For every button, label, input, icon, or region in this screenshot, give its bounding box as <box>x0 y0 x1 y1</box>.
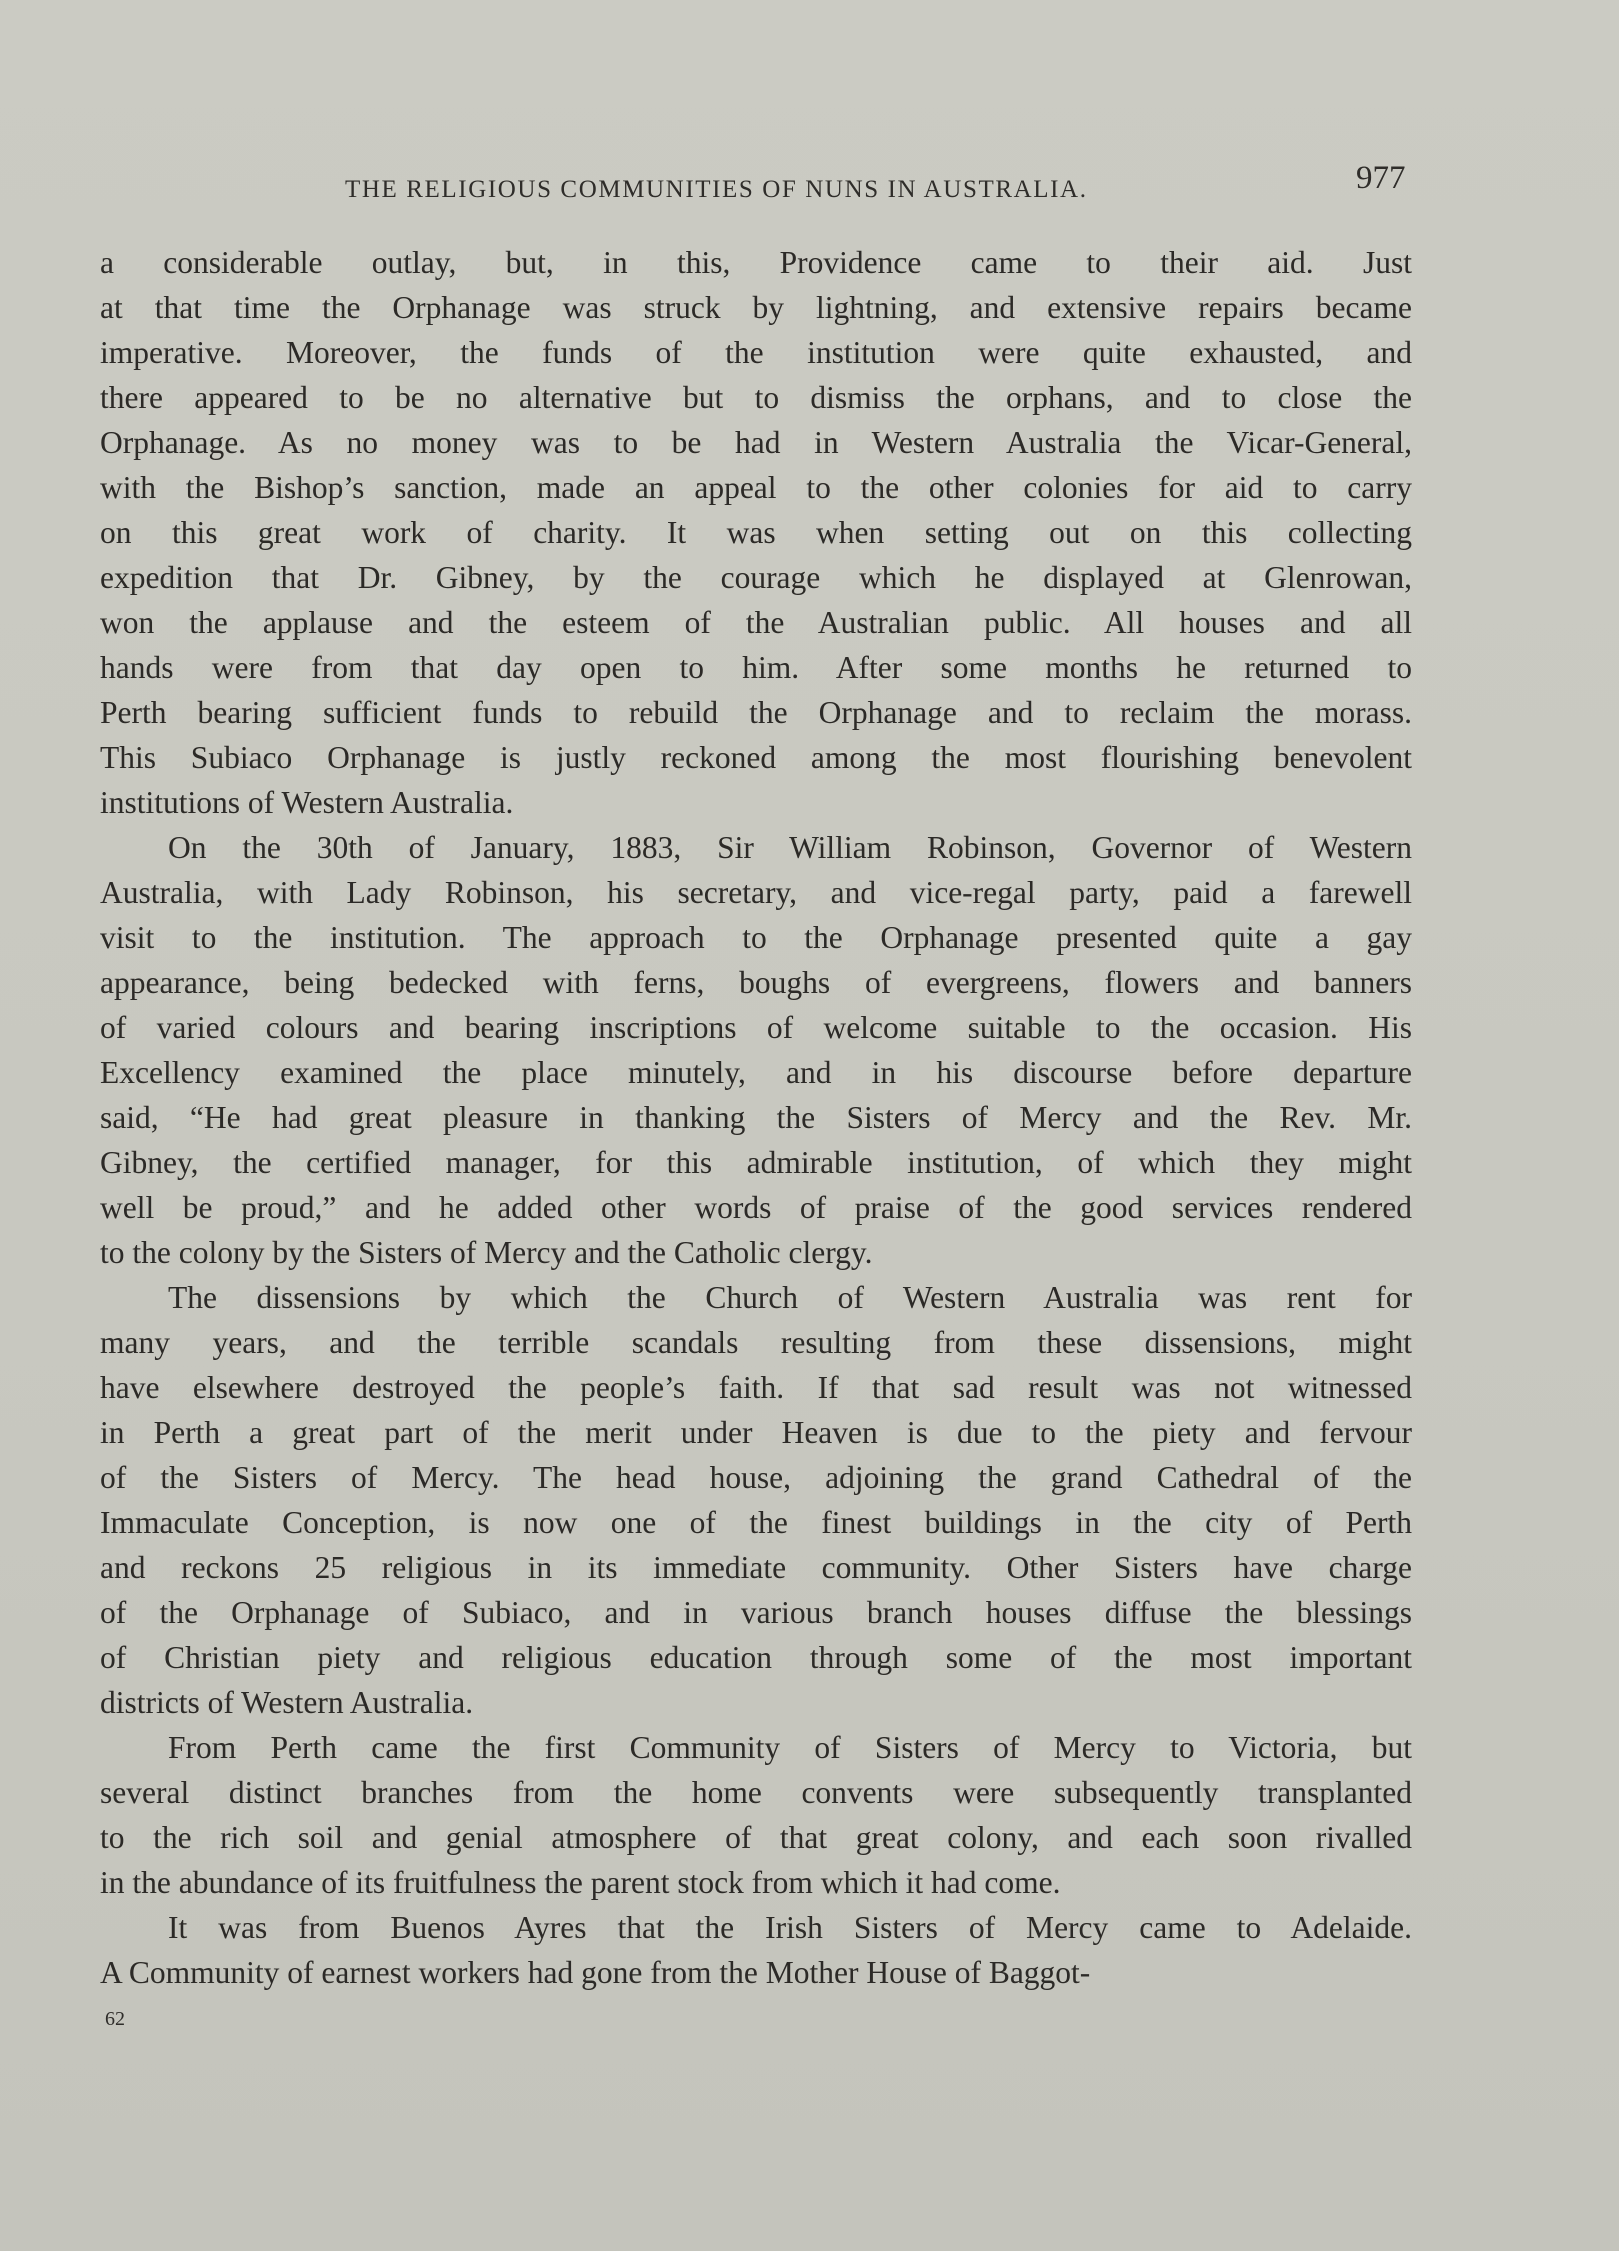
text-line: at that time the Orphanage was struck by lightning, and extensive repairs became <box>100 290 1412 325</box>
text-line: appearance, being bedecked with ferns, boughs of evergreens, flowers and banners <box>100 965 1412 1000</box>
text-line: said, “He had great pleasure in thanking the Sisters of Mercy and the Rev. Mr. <box>100 1100 1412 1135</box>
text-line: in the abundance of its fruitfulness the parent stock from which it had come. <box>100 1865 1061 1900</box>
text-line: a considerable outlay, but, in this, Providence came to their aid. Just <box>100 245 1412 280</box>
text-line: of the Orphanage of Subiaco, and in various branch houses diffuse the blessings <box>100 1595 1412 1630</box>
paragraph <box>100 1725 1412 1905</box>
text-line: Gibney, the certified manager, for this admirable institution, of which they might <box>100 1145 1412 1180</box>
text-line: won the applause and the esteem of the Australian public. All houses and all <box>100 605 1412 640</box>
text-line: there appeared to be no alternative but to dismiss the orphans, and to close the <box>100 380 1412 415</box>
text-line: districts of Western Australia. <box>100 1685 474 1720</box>
text-line: of the Sisters of Mercy. The head house, adjoining the grand Cathedral of the <box>100 1460 1412 1495</box>
text-line: in Perth a great part of the merit under Heaven is due to the piety and fervour <box>100 1415 1412 1450</box>
body-text <box>100 240 1412 1995</box>
text-line: visit to the institution. The approach to the Orphanage presented quite a gay <box>100 920 1412 955</box>
text-line: and reckons 25 religious in its immediate community. Other Sisters have charge <box>100 1550 1412 1585</box>
text-line: The dissensions by which the Church of Western Australia was rent for <box>168 1280 1412 1315</box>
text-line: several distinct branches from the home convents were subsequently transplanted <box>100 1775 1412 1810</box>
text-line: Immaculate Conception, is now one of the finest buildings in the city of Perth <box>100 1505 1412 1540</box>
text-line: to the rich soil and genial atmosphere of that great colony, and each soon rivalled <box>100 1820 1412 1855</box>
text-line: Australia, with Lady Robinson, his secretary, and vice-regal party, paid a farewell <box>100 875 1412 910</box>
text-line: Perth bearing sufficient funds to rebuild the Orphanage and to reclaim the morass. <box>100 695 1412 730</box>
running-head: THE RELIGIOUS COMMUNITIES OF NUNS IN AUSTRALIA. <box>345 176 1088 203</box>
paragraph <box>100 1905 1412 1995</box>
text-line: expedition that Dr. Gibney, by the courage which he displayed at Glenrowan, <box>100 560 1412 595</box>
text-line: to the colony by the Sisters of Mercy and the Catholic clergy. <box>100 1235 873 1270</box>
text-line: on this great work of charity. It was when setting out on this collecting <box>100 515 1412 550</box>
text-line: hands were from that day open to him. After some months he returned to <box>100 650 1412 685</box>
paragraph <box>100 1275 1412 1725</box>
text-line: A Community of earnest workers had gone from the Mother House of Baggot- <box>100 1955 1091 1990</box>
page-number: 977 <box>1356 160 1406 196</box>
paragraph <box>100 825 1412 1275</box>
text-line: It was from Buenos Ayres that the Irish Sisters of Mercy came to Adelaide. <box>168 1910 1412 1945</box>
text-line: imperative. Moreover, the funds of the institution were quite exhausted, and <box>100 335 1412 370</box>
text-line: This Subiaco Orphanage is justly reckoned among the most flourishing benevolent <box>100 740 1412 775</box>
text-line: well be proud,” and he added other words of praise of the good services rendered <box>100 1190 1412 1225</box>
text-line: From Perth came the first Community of Sisters of Mercy to Victoria, but <box>168 1730 1412 1765</box>
paragraph <box>100 240 1412 825</box>
text-line: of Christian piety and religious education through some of the most important <box>100 1640 1412 1675</box>
text-line: of varied colours and bearing inscriptions of welcome suitable to the occasion. His <box>100 1010 1412 1045</box>
text-line: institutions of Western Australia. <box>100 785 514 820</box>
signature-mark: 62 <box>105 2008 125 2030</box>
text-line: with the Bishop’s sanction, made an appeal to the other colonies for aid to carry <box>100 470 1412 505</box>
text-line: Excellency examined the place minutely, and in his discourse before departure <box>100 1055 1412 1090</box>
text-line: have elsewhere destroyed the people’s faith. If that sad result was not witnessed <box>100 1370 1412 1405</box>
text-line: Orphanage. As no money was to be had in Western Australia the Vicar-General, <box>100 425 1412 460</box>
text-line: On the 30th of January, 1883, Sir William Robinson, Governor of Western <box>168 830 1412 865</box>
text-line: many years, and the terrible scandals resulting from these dissensions, might <box>100 1325 1412 1360</box>
